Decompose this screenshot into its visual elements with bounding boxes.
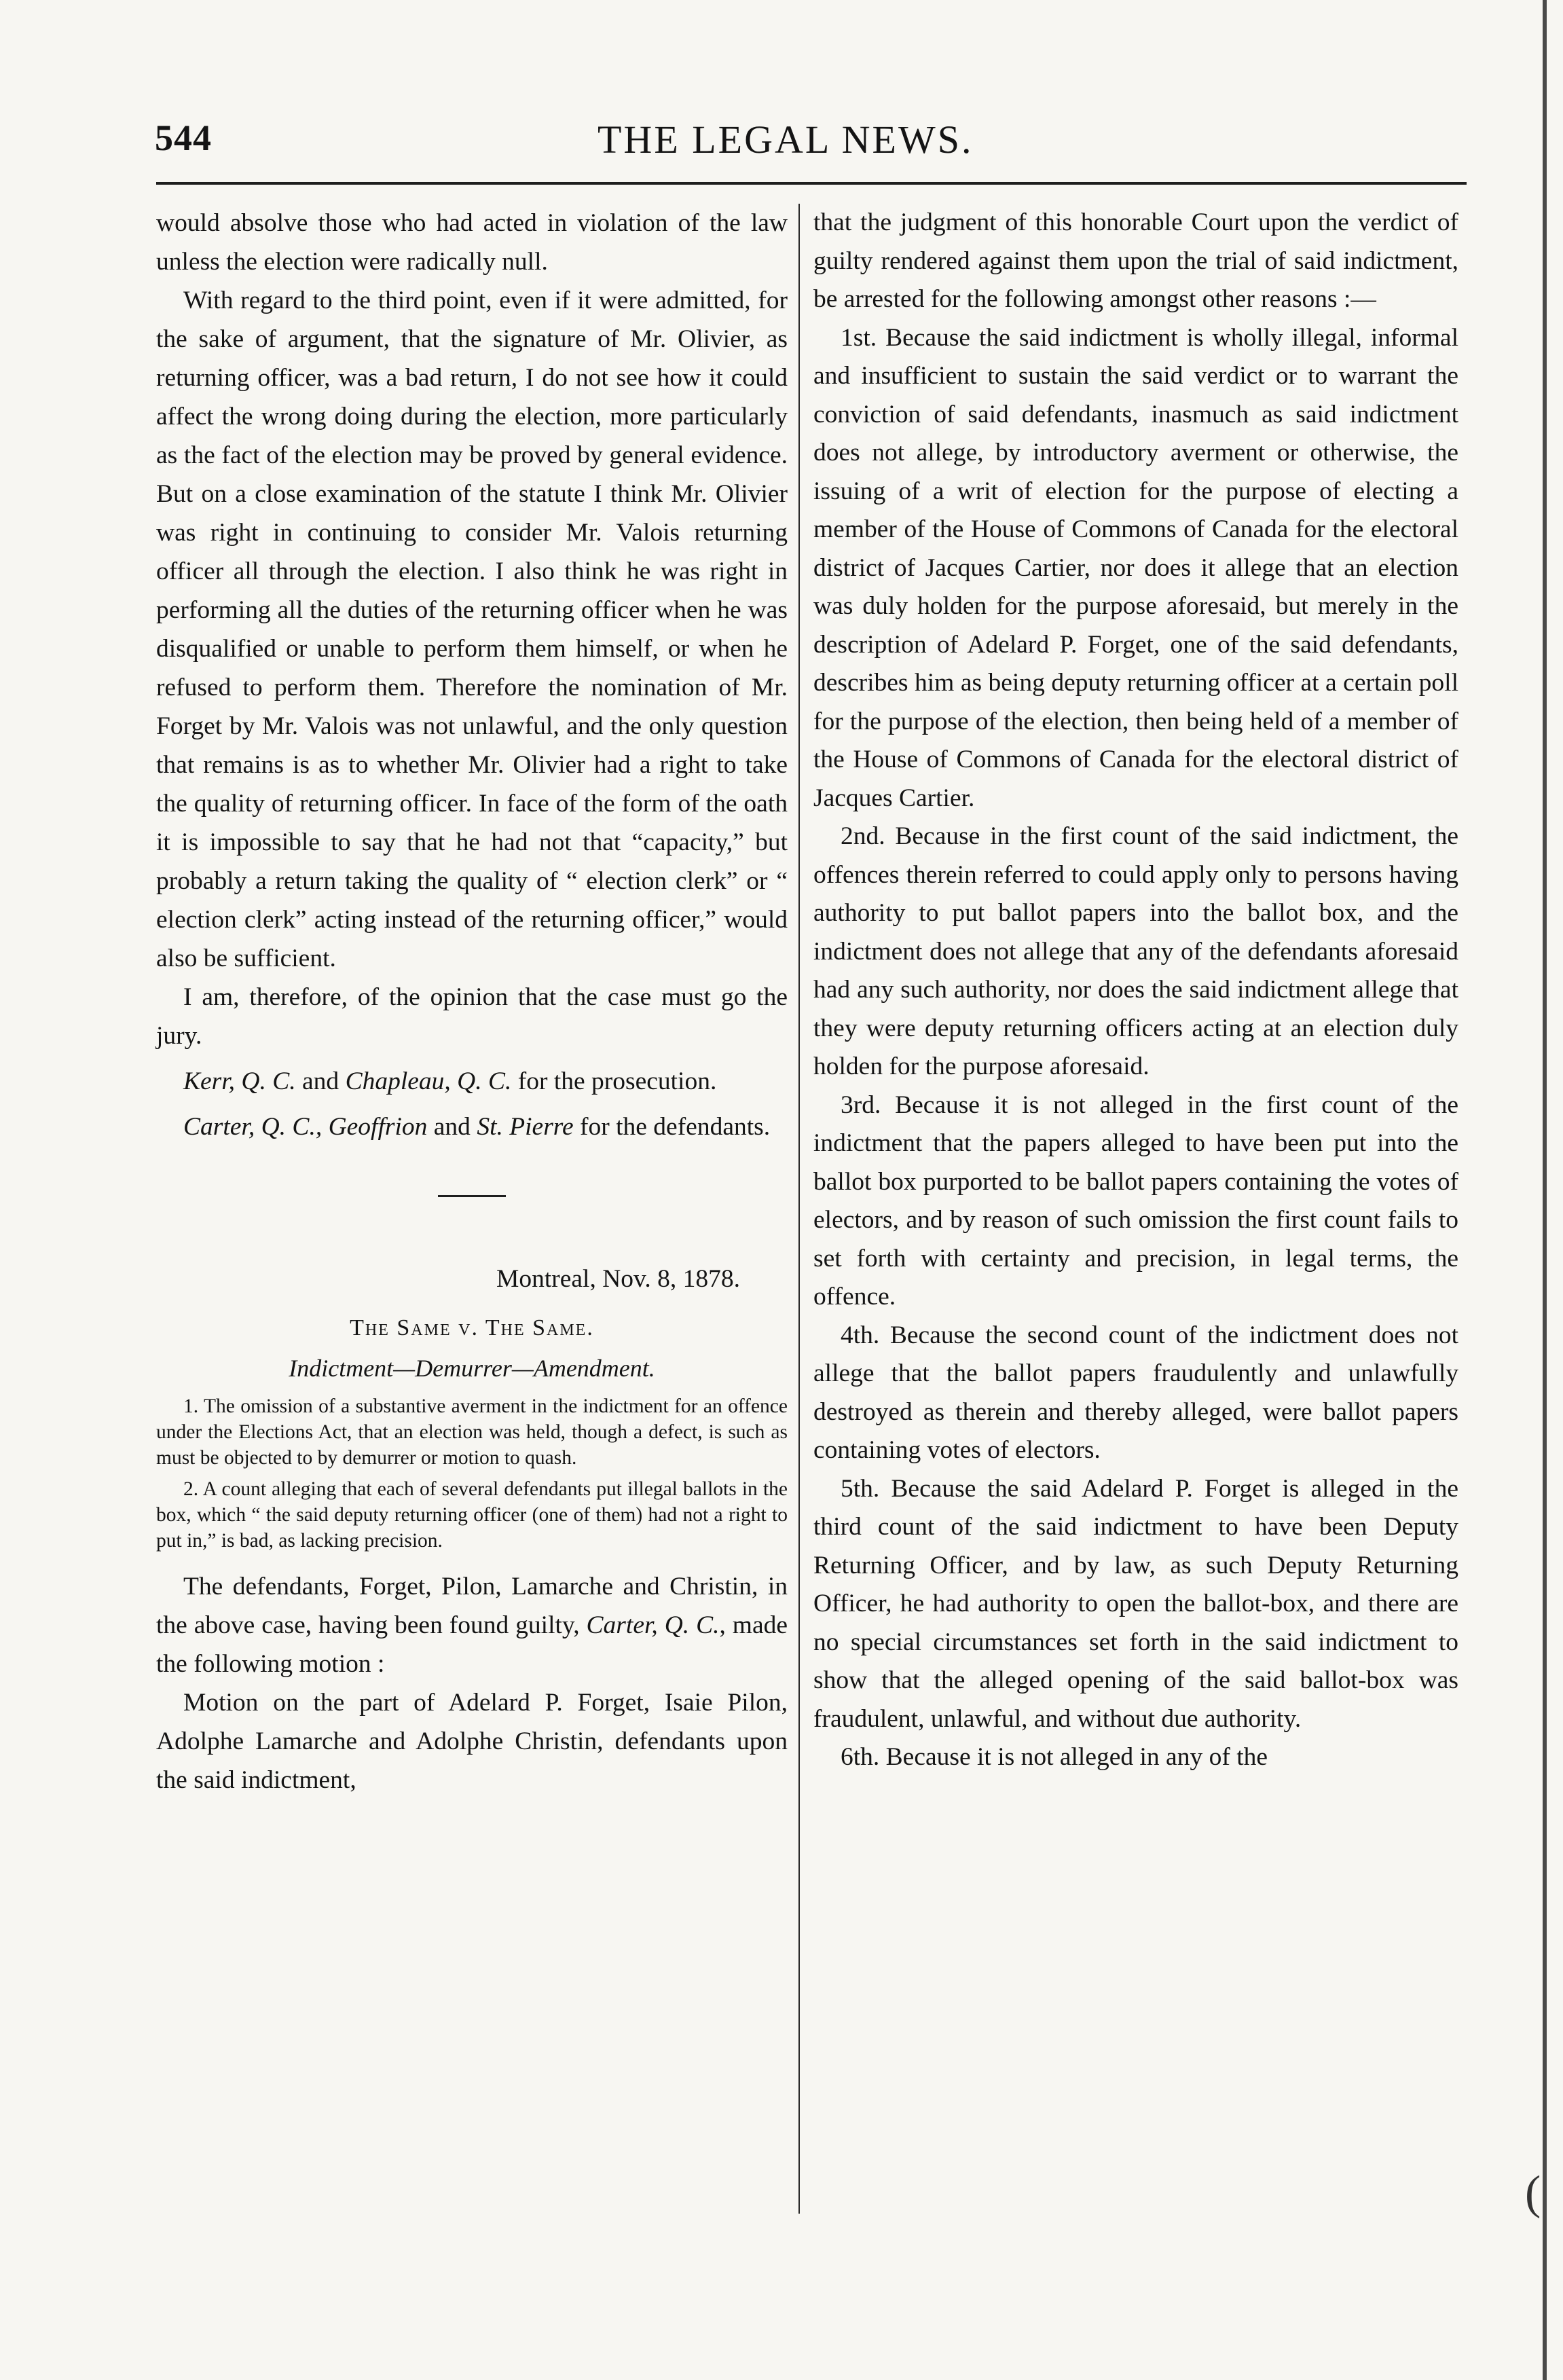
reason-5: 5th. Because the said Adelard P. Forget is alleged in the third count of the said indictment to have been Deputy Returning Officer, and by law, as such Deputy Returning Officer, he had authority to open the ballot-box, and there are no special circumstances set forth in the said indictment to show that the alleged opening of the said ballot-box was fraudulent, unlawful, and without due authority. bbox=[813, 1474, 1458, 1733]
column-divider bbox=[798, 204, 800, 2214]
motion-intro bbox=[156, 1567, 788, 1683]
headnote: 1. The omission of a substantive averment in the indictment for an offence under the Elections Act, that an election was held, though a defect, is such as must be objected to by demurrer or motion to quash. bbox=[156, 1395, 788, 1469]
counsel-name: Kerr, Q. C. bbox=[183, 1067, 296, 1095]
reason-3: 3rd. Because it is not alleged in the first count of the indictment that the papers alleged to have been put into the ballot box purported to be ballot papers containing the votes of electors, and by reason of such omission the first count fails to set forth with certainty and precision, in legal terms, the offence. bbox=[813, 1091, 1458, 1311]
page-edge-mark bbox=[1543, 0, 1547, 2380]
paragraph: that the judgment of this honorable Court upon the verdict of guilty rendered against them upon the trial of said indictment, be arrested for the following amongst other reasons :— bbox=[813, 208, 1458, 313]
motion-intro-text: , made the following motion : bbox=[156, 1611, 788, 1678]
counsel-defence bbox=[156, 1107, 788, 1146]
counsel-name: Carter, Q. C. bbox=[586, 1611, 720, 1639]
dateline: Montreal, Nov. 8, 1878. bbox=[496, 1265, 740, 1293]
counsel-prosecution bbox=[156, 1062, 788, 1101]
page-number: 544 bbox=[155, 117, 212, 158]
counsel-name: St. Pierre bbox=[477, 1113, 574, 1141]
paragraph: I am, therefore, of the opinion that the case must go the jury. bbox=[156, 983, 788, 1050]
running-title: THE LEGAL NEWS. bbox=[597, 117, 974, 162]
motion-intro-text: The defendants, Forget, Pilon, Lamarche and Christin, in the above case, having been found guilty, bbox=[156, 1573, 788, 1639]
counsel-role: for the defendants. bbox=[573, 1113, 771, 1141]
header-rule bbox=[156, 182, 1467, 185]
motion-text: Motion on the part of Adelard P. Forget, Isaie Pilon, Adolphe Lamarche and Adolphe Christin, defendants upon the said indictment, bbox=[156, 1689, 788, 1794]
paragraph: With regard to the third point, even if it were admitted, for the sake of argument, that the signature of Mr. Olivier, as returning officer, was a bad return, I do not see how it could affect the wrong doing during the election, more particularly as the fact of the election may be proved by general evidence. But on a close examination of the statute I think Mr. Olivier was right in continuing to consider Mr. Valois returning officer all through the election. I also think he was right in performing all the duties of the returning officer when he was disqualified or unable to perform them himself, or when he refused to perform them. Therefore the nomination of Mr. Forget by Mr. Valois was not unlawful, and the only question that remains is as to whether Mr. Olivier had a right to take the quality of returning officer. In face of the form of the oath it is impossible to say that he had not that “capacity,” but probably a return taking the quality of “ election clerk” or “ election clerk” acting instead of the returning officer,” would also be sufficient. bbox=[156, 287, 788, 972]
reason-4: 4th. Because the second count of the indictment does not allege that the ballot papers fraudulently and unlawfully destroyed as therein and thereby alleged, were ballot papers containing votes of electors. bbox=[813, 1321, 1458, 1464]
counsel-name: Carter, Q. C., Geoffrion bbox=[183, 1113, 428, 1141]
section-divider bbox=[438, 1195, 506, 1197]
counsel-conjunction: and bbox=[295, 1067, 346, 1095]
reason-6: 6th. Because it is not alleged in any of the bbox=[841, 1743, 1268, 1771]
right-column bbox=[813, 204, 1458, 1777]
left-column bbox=[156, 204, 788, 1799]
margin-bracket: ( bbox=[1525, 2167, 1541, 2219]
paragraph: would absolve those who had acted in violation of the law unless the election were radically null. bbox=[156, 209, 788, 276]
counsel-conjunction: and bbox=[427, 1113, 477, 1141]
case-title: The Same v. The Same. bbox=[350, 1315, 594, 1340]
headnote: 2. A count alleging that each of several defendants put illegal ballots in the box, which “ the said deputy returning officer (one of them) had not a right to put in,” is bad, as lacking precision. bbox=[156, 1478, 788, 1552]
counsel-role: for the prosecution. bbox=[511, 1067, 717, 1095]
counsel-name: Chapleau, Q. C. bbox=[345, 1067, 512, 1095]
reason-1: 1st. Because the said indictment is wholly illegal, informal and insufficient to sustain the said verdict or to warrant the conviction of said defendants, inasmuch as said indictment does not allege, by introductory averment or otherwise, the issuing of a writ of election for the purpose of electing a member of the House of Commons of Canada for the electoral district of Jacques Cartier, nor does it allege that an election was duly holden for the purpose aforesaid, but merely in the description of Adelard P. Forget, one of the said defendants, describes him as being deputy returning officer at a certain poll for the purpose of the election, then being held of a member of the House of Commons of Canada for the electoral district of Jacques Cartier. bbox=[813, 323, 1458, 812]
case-subject: Indictment—Demurrer—Amendment. bbox=[289, 1355, 655, 1382]
reason-2: 2nd. Because in the first count of the said indictment, the offences therein referred to could apply only to persons having authority to put ballot papers into the ballot box, and the indictment does not allege that any of the defendants aforesaid had any such authority, nor does the said indictment allege that they were deputy returning officers acting at an election duly holden for the purpose aforesaid. bbox=[813, 822, 1458, 1080]
page-header bbox=[0, 0, 1563, 177]
